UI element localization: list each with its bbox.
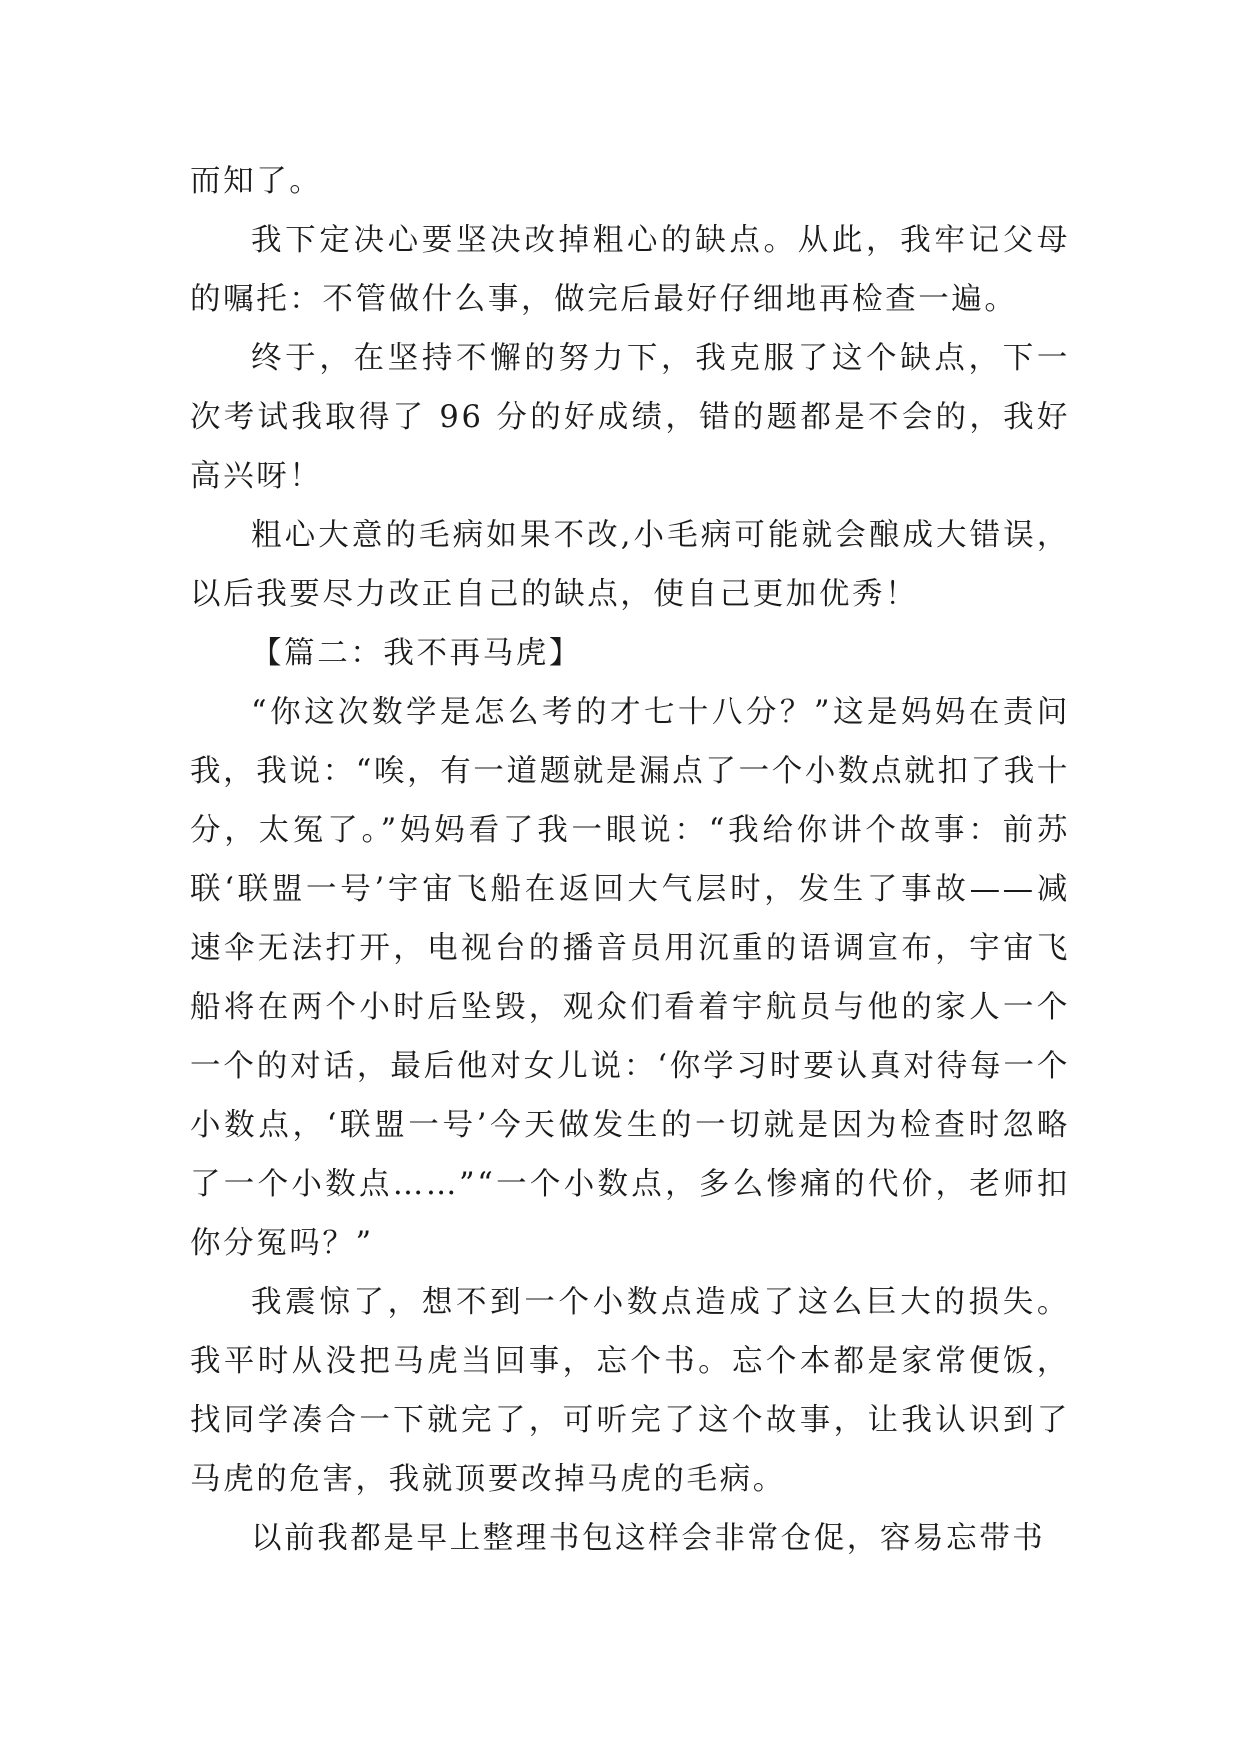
document-body	[190, 152, 1070, 1568]
paragraph: 我下定决心要坚决改掉粗心的缺点。从此，我牢记父母的嘱托：不管做什么事，做完后最好仔细地再检查一遍。	[190, 223, 1070, 317]
paragraph: 终于，在坚持不懈的努力下，我克服了这个缺点，下一次考试我取得了 96 分的好成绩，错的题都是不会的，我好高兴呀！	[190, 341, 1070, 494]
paragraph: “你这次数学是怎么考的才七十八分？”这是妈妈在责问我，我说：“唉，有一道题就是漏点了一个小数点就扣了我十分，太冤了。”妈妈看了我一眼说：“我给你讲个故事：前苏联‘联盟一号’宇宙飞船在返回大气层时，发生了事故——减速伞无法打开，电视台的播音员用沉重的语调宣布，宇宙飞船将在两个小时后坠毁，观众们看着宇航员与他的家人一个一个的对话，最后他对女儿说：‘你学习时要认真对待每一个小数点，‘联盟一号’今天做发生的一切就是因为检查时忽略了一个小数点……”“一个小数点，多么惨痛的代价，老师扣你分冤吗？”	[190, 695, 1070, 1261]
paragraph-continuation: 而知了。	[190, 164, 323, 199]
paragraph: 粗心大意的毛病如果不改,小毛病可能就会酿成大错误，以后我要尽力改正自己的缺点，使自己更加优秀！	[190, 518, 1070, 612]
paragraph: 我震惊了，想不到一个小数点造成了这么巨大的损失。我平时从没把马虎当回事，忘个书。忘个本都是家常便饭，找同学凑合一下就完了，可听完了这个故事，让我认识到了马虎的危害，我就顶要改掉马虎的毛病。	[190, 1285, 1070, 1497]
paragraph: 以前我都是早上整理书包这样会非常仓促，容易忘带书	[251, 1521, 1046, 1556]
section-heading: 【篇二：我不再马虎】	[251, 636, 582, 671]
